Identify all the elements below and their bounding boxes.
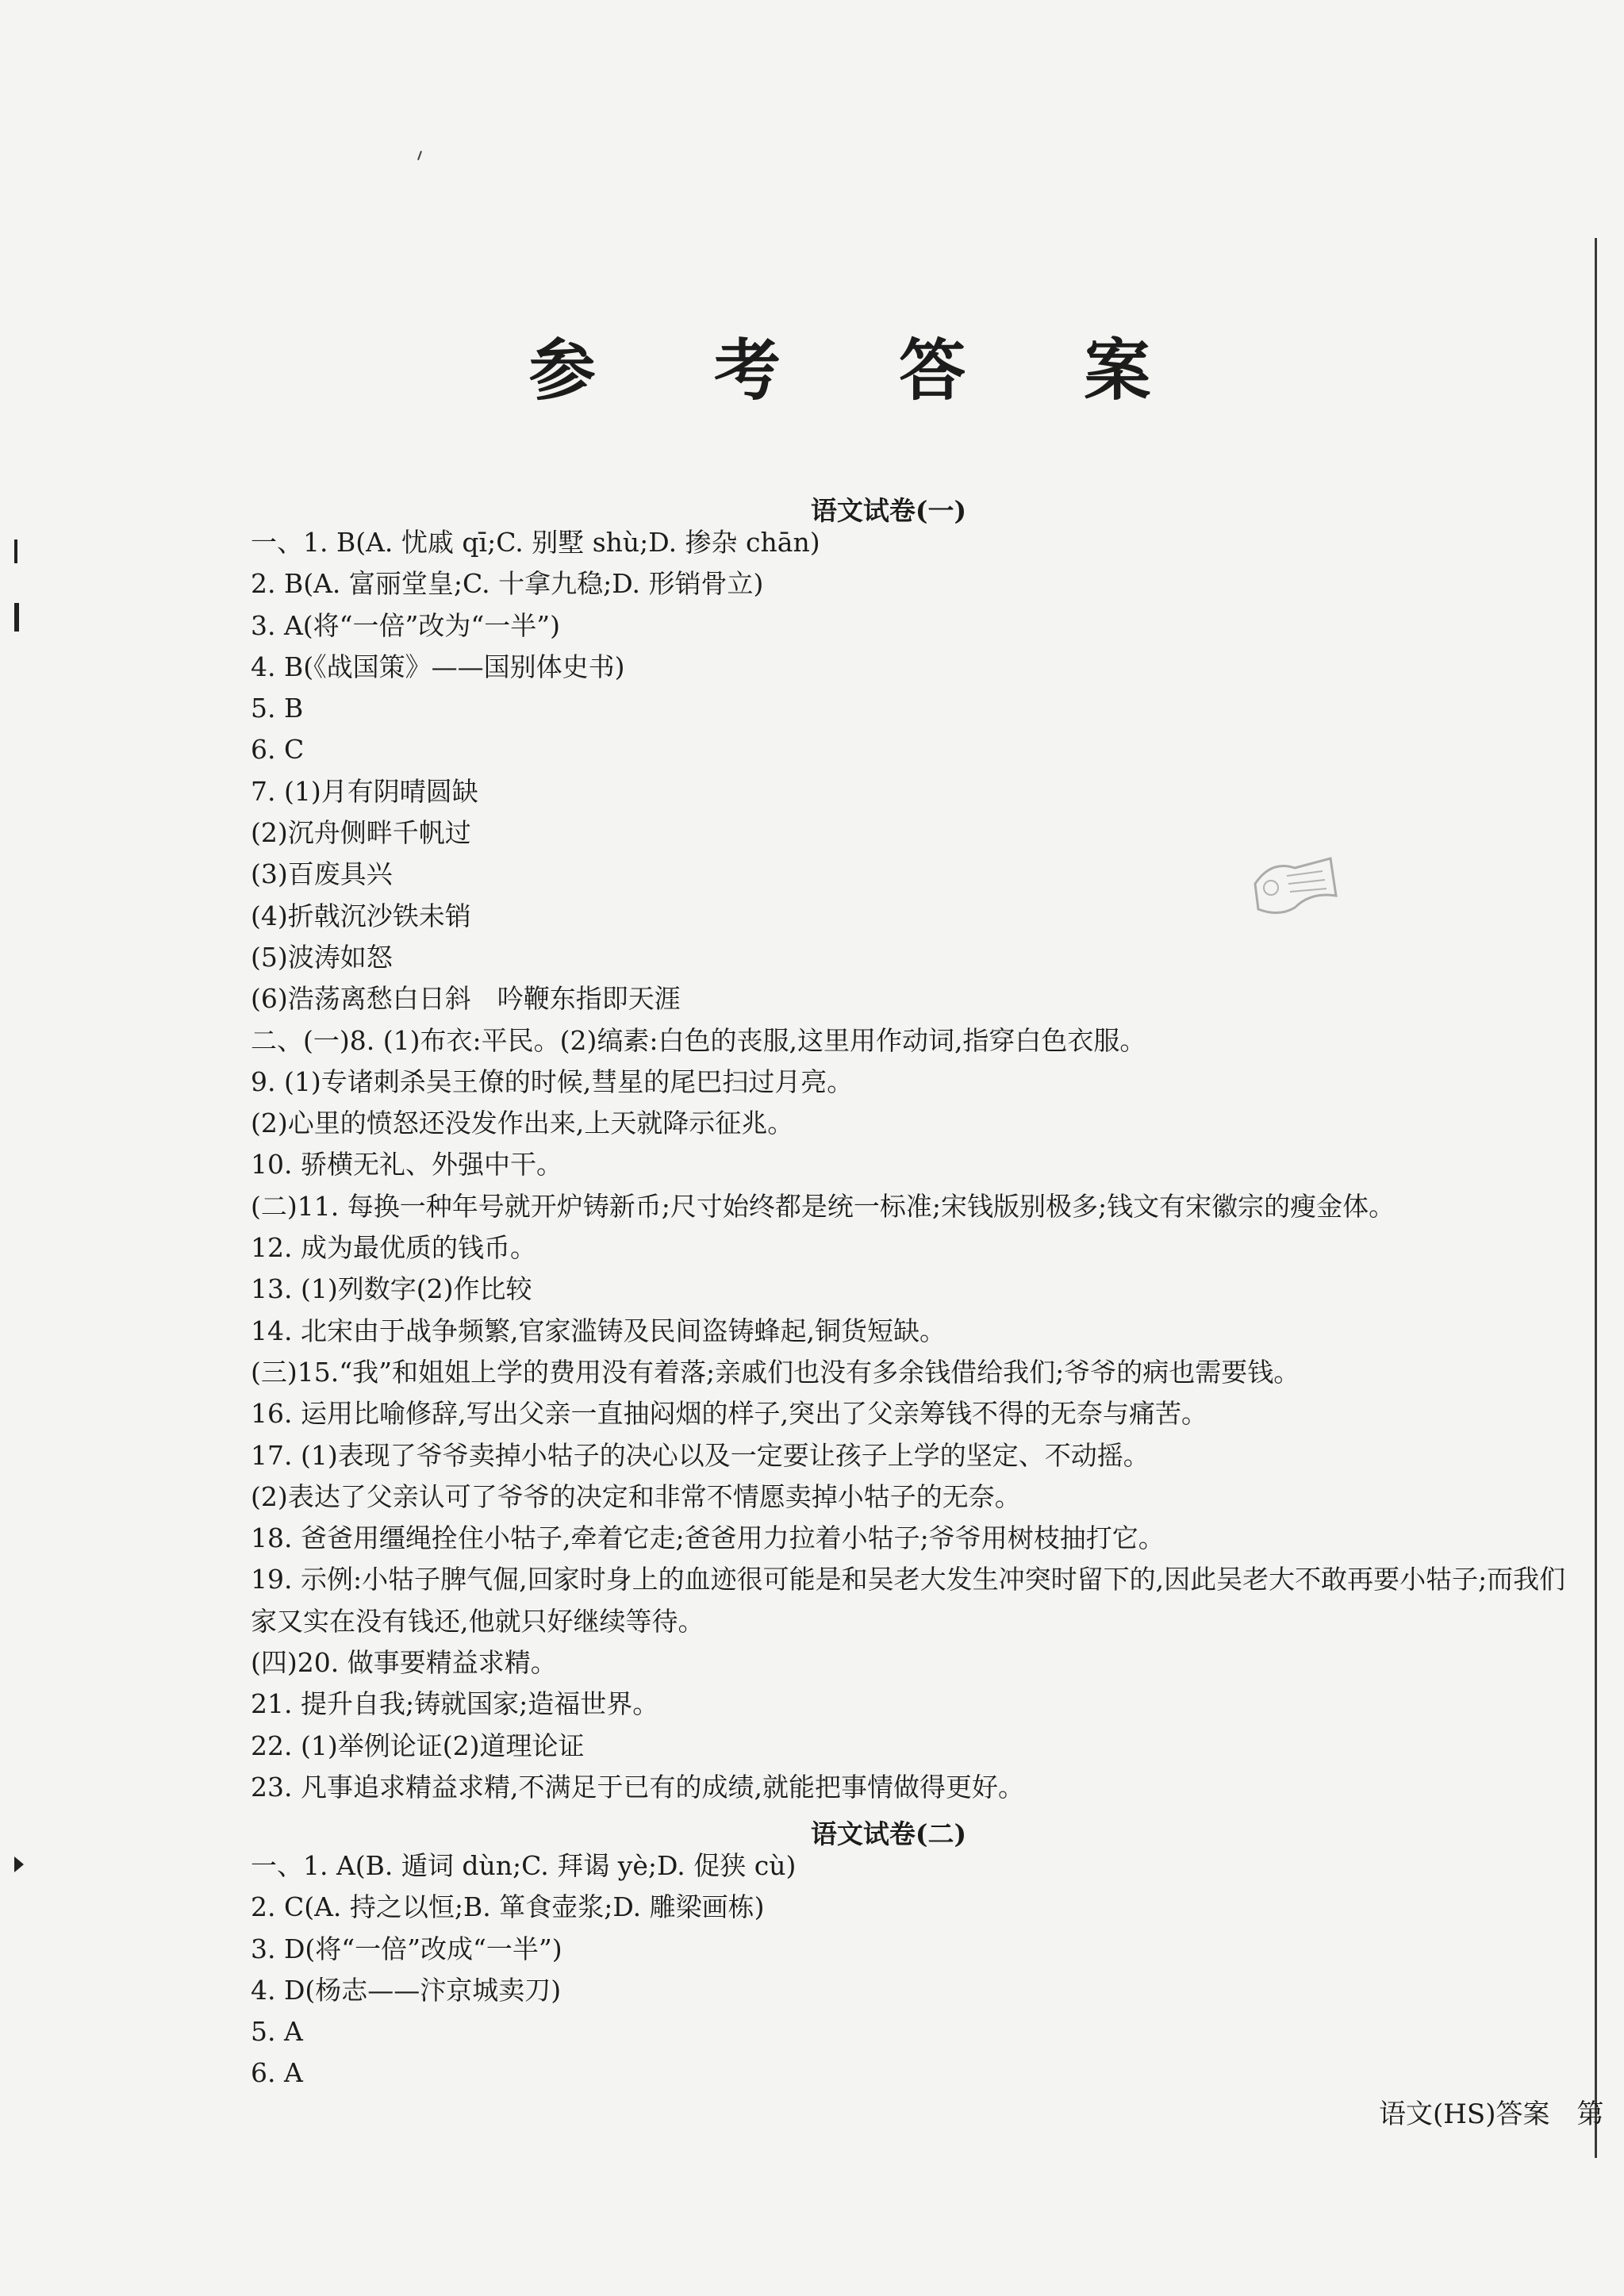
answer-item: 2. C(A. 持之以恒;B. 箪食壶浆;D. 雕梁画栋) xyxy=(251,1891,765,1923)
answer-item: 3. D(将“一倍”改成“一半”) xyxy=(251,1933,562,1964)
answer-item: (4)折戟沉沙铁未销 xyxy=(251,900,471,931)
answer-item: 23. 凡事追求精益求精,不满足于已有的成绩,就能把事情做得更好。 xyxy=(251,1771,1024,1803)
answer-item: 5. B xyxy=(251,693,304,724)
answer-item: 9. (1)专诸刺杀吴王僚的时候,彗星的尾巴扫过月亮。 xyxy=(251,1065,854,1097)
answer-item: 16. 运用比喻修辞,写出父亲一直抽闷烟的样子,突出了父亲筹钱不得的无奈与痛苦。 xyxy=(251,1398,1207,1430)
answer-item: 6. A xyxy=(251,2057,303,2089)
answer-item: 14. 北宋由于战争频繁,官家滥铸及民间盗铸蜂起,铜货短缺。 xyxy=(251,1315,946,1346)
answer-item: 一、1. B(A. 忧戚 qī;C. 别墅 shù;D. 掺杂 chān) xyxy=(251,527,820,558)
answer-item: 4. D(杨志——汴京城卖刀) xyxy=(251,1974,562,2006)
scan-speck xyxy=(417,151,422,160)
answer-item: (2)沉舟侧畔千帆过 xyxy=(251,817,471,849)
section-heading-1: 语文试卷(一) xyxy=(810,495,967,526)
answer-item: 21. 提升自我;铸就国家;造福世界。 xyxy=(251,1688,659,1720)
answer-item: 12. 成为最优质的钱币。 xyxy=(251,1232,536,1264)
answer-item: 19. 示例:小牯子脾气倔,回家时身上的血迹很可能是和吴老大发生冲突时留下的,因此吴老大不敢再要小牯子;而我们家又实在没有钱还,他就只好继续等待。 xyxy=(251,1564,1566,1637)
answer-item: 10. 骄横无礼、外强中干。 xyxy=(251,1149,562,1181)
answer-item: 4. B(《战国策》——国别体史书) xyxy=(251,651,625,682)
answer-item: (三)15.“我”和姐姐上学的费用没有着落;亲戚们也没有多余钱借给我们;爷爷的病也需要钱。 xyxy=(251,1356,1300,1388)
answer-item: 二、(一)8. (1)布衣:平民。(2)缟素:白色的丧服,这里用作动词,指穿白色衣服。 xyxy=(251,1024,1146,1056)
answer-item: 5. A xyxy=(251,2016,303,2048)
page-title: 参 考 答 案 xyxy=(528,331,1199,409)
binding-mark-2 xyxy=(14,603,19,632)
answer-item: 7. (1)月有阴晴圆缺 xyxy=(251,775,478,807)
watermark-stamp-icon xyxy=(1247,852,1341,919)
answer-item: (5)波涛如怒 xyxy=(251,941,393,973)
answer-item: 18. 爸爸用缰绳拴住小牯子,牵着它走;爸爸用力拉着小牯子;爷爷用树枝抽打它。 xyxy=(251,1522,1165,1554)
answer-item: 2. B(A. 富丽堂皇;C. 十拿九稳;D. 形销骨立) xyxy=(251,568,764,600)
answer-item: 13. (1)列数字(2)作比较 xyxy=(251,1273,532,1305)
answer-list-1 xyxy=(251,522,1576,1808)
answer-item: 22. (1)举例论证(2)道理论证 xyxy=(251,1730,585,1761)
answer-item: 3. A(将“一倍”改为“一半”) xyxy=(251,609,561,641)
answer-item: (2)表达了父亲认可了爷爷的决定和非常不情愿卖掉小牯子的无奈。 xyxy=(251,1480,1021,1512)
binding-mark-3 xyxy=(14,1856,24,1872)
answer-item: (四)20. 做事要精益求精。 xyxy=(251,1647,557,1679)
answer-item: (2)心里的愤怒还没发作出来,上天就降示征兆。 xyxy=(251,1108,794,1139)
answer-item: 6. C xyxy=(251,734,305,766)
answer-item: (二)11. 每换一种年号就开炉铸新币;尺寸始终都是统一标准;宋钱版别极多;钱文有宋徽宗的瘦金体。 xyxy=(251,1190,1396,1222)
page-edge-rule xyxy=(1595,238,1597,2158)
answer-item: (6)浩荡离愁白日斜 吟鞭东指即天涯 xyxy=(251,983,681,1015)
page-footer: 语文(HS)答案 第 xyxy=(1379,2098,1604,2130)
section-heading-2: 语文试卷(二) xyxy=(810,1818,967,1849)
answer-item: 一、1. A(B. 遁词 dùn;C. 拜谒 yè;D. 促狭 cù) xyxy=(251,1850,797,1881)
answer-list-2 xyxy=(251,1845,1576,2094)
answer-item: 17. (1)表现了爷爷卖掉小牯子的决心以及一定要让孩子上学的坚定、不动摇。 xyxy=(251,1439,1150,1471)
answer-item: (3)百废具兴 xyxy=(251,858,393,890)
binding-mark-1 xyxy=(14,539,17,563)
